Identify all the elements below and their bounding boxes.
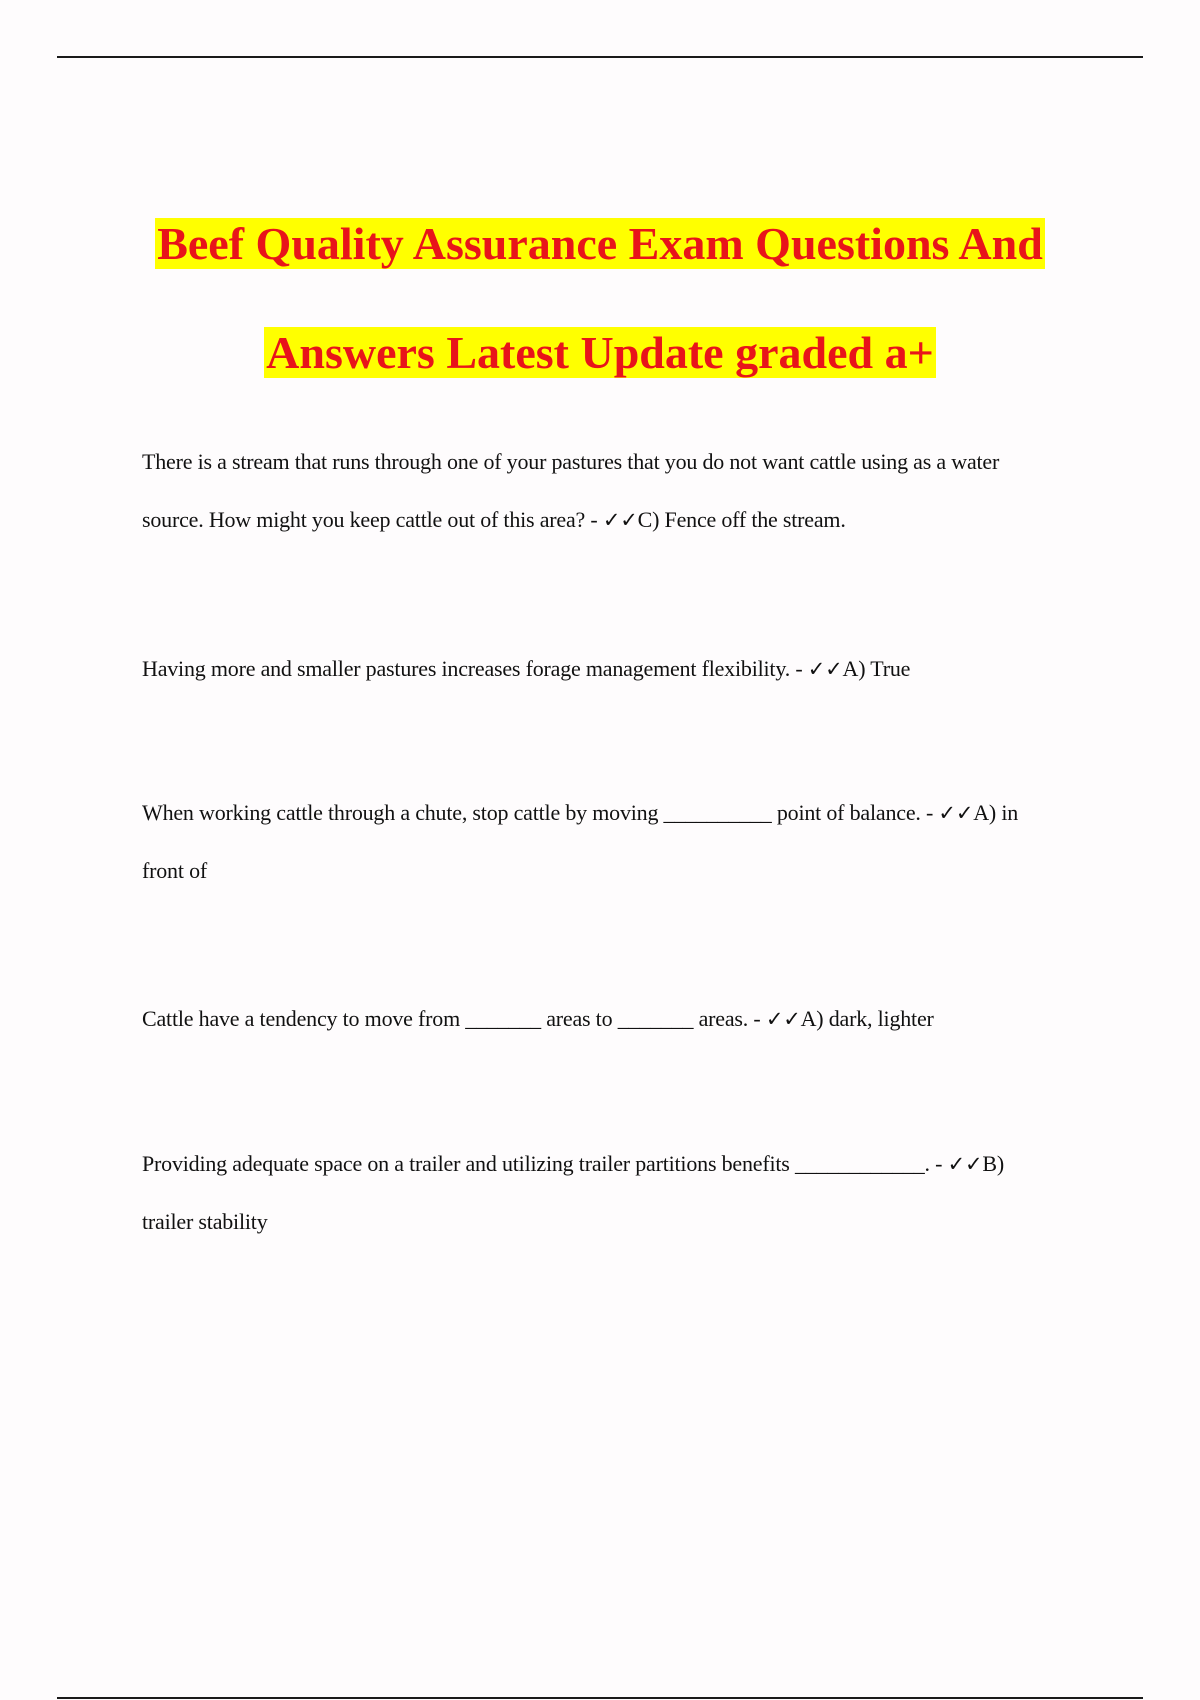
question-text: Providing adequate space on a trailer and utilizing trailer partitions benefits ____________. [142, 1151, 930, 1176]
check-mark-icon: ✓✓ [938, 801, 974, 825]
answer-text: A) in front of [142, 800, 1019, 883]
qa-item [142, 433, 1042, 549]
question-text: Having more and smaller pastures increases forage management flexibility. [142, 656, 791, 681]
check-mark-icon: ✓✓ [765, 1007, 801, 1031]
check-mark-icon: ✓✓ [807, 657, 843, 681]
qa-item [142, 990, 1042, 1048]
qa-item [142, 1135, 1042, 1251]
question-text: When working cattle through a chute, stop cattle by moving __________ point of balance. [142, 800, 921, 825]
question-text: There is a stream that runs through one of your pastures that you do not want cattle using as a water source. How might you keep cattle out of this area? [142, 449, 1000, 532]
title-line-1: Beef Quality Assurance Exam Questions And [157, 218, 1043, 269]
separator: - [929, 1151, 948, 1176]
answer-text: A) True [842, 656, 911, 681]
check-mark-icon: ✓✓ [602, 508, 638, 532]
answer-text: A) dark, lighter [800, 1006, 934, 1031]
separator: - [748, 1006, 766, 1031]
check-mark-icon: ✓✓ [947, 1152, 983, 1176]
qa-item [142, 784, 1042, 900]
separator: - [790, 656, 808, 681]
separator: - [920, 800, 939, 825]
separator: - [585, 507, 603, 532]
answer-text: B) trailer stability [142, 1151, 1004, 1234]
title-line-2: Answers Latest Update graded a+ [266, 327, 934, 378]
question-text: Cattle have a tendency to move from _______ areas to _______ areas. [142, 1006, 749, 1031]
header-rule [57, 56, 1143, 58]
footer-rule [57, 1697, 1143, 1699]
qa-item [142, 640, 1042, 698]
answer-text: C) Fence off the stream. [637, 507, 846, 532]
